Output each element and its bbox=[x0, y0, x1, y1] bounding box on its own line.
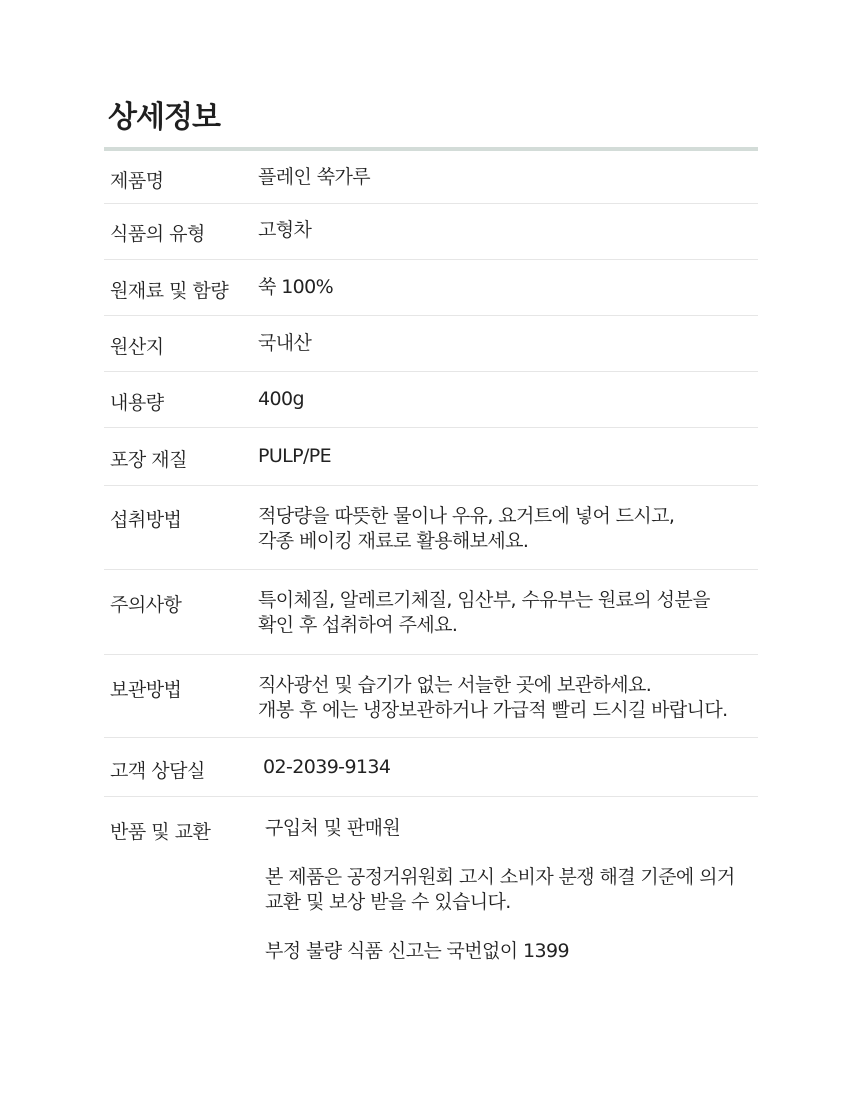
spec-value-line: 쑥 100% bbox=[258, 276, 334, 298]
spec-value-line: 적당량을 따뜻한 물이나 우유, 요거트에 넣어 드시고, bbox=[258, 505, 675, 527]
spec-row-how-to-eat bbox=[104, 486, 758, 570]
spec-label: 고객 상담실 bbox=[110, 760, 205, 782]
spec-value bbox=[258, 504, 674, 554]
spec-label: 포장 재질 bbox=[110, 449, 187, 471]
spec-value bbox=[258, 673, 728, 723]
spec-value-line: 각종 베이킹 재료로 활용해보세요. bbox=[258, 530, 529, 552]
spec-row-net-weight bbox=[104, 372, 758, 428]
spec-label: 원산지 bbox=[110, 336, 164, 358]
spec-row-origin bbox=[104, 316, 758, 372]
spec-value-line: 개봉 후 에는 냉장보관하거나 가급적 빨리 드시길 바랍니다. bbox=[258, 699, 728, 721]
spec-label: 섭취방법 bbox=[110, 509, 182, 531]
spec-value-line: 특이체질, 알레르기체질, 임산부, 수유부는 원료의 성분을 bbox=[258, 589, 710, 611]
spec-value-line: 구입처 및 판매원 bbox=[265, 817, 401, 839]
spec-row-customer-service bbox=[104, 738, 758, 797]
spec-value-line: 고형차 bbox=[258, 219, 312, 241]
spec-value bbox=[258, 387, 304, 412]
spec-value-line: 400g bbox=[258, 388, 304, 410]
spec-value bbox=[258, 165, 370, 190]
spec-value-line: 국내산 bbox=[258, 332, 312, 354]
spec-value-line: 직사광선 및 습기가 없는 서늘한 곳에 보관하세요. bbox=[258, 674, 652, 696]
spec-value bbox=[258, 275, 333, 300]
spec-label: 식품의 유형 bbox=[110, 223, 205, 245]
spec-label: 내용량 bbox=[110, 392, 164, 414]
spec-row-returns bbox=[104, 797, 758, 977]
spec-row-product-name bbox=[104, 151, 758, 204]
spec-value-line: 플레인 쑥가루 bbox=[258, 166, 370, 188]
spec-value bbox=[263, 755, 390, 780]
spec-label: 주의사항 bbox=[110, 594, 182, 616]
spec-row-storage bbox=[104, 655, 758, 738]
spec-value bbox=[258, 588, 710, 638]
spec-value-line: 본 제품은 공정거위원회 고시 소비자 분쟁 해결 기준에 의거 bbox=[265, 866, 735, 888]
spec-value bbox=[258, 218, 311, 243]
spec-label: 반품 및 교환 bbox=[110, 821, 211, 843]
spec-label: 제품명 bbox=[110, 170, 164, 192]
spec-value-line: PULP/PE bbox=[258, 445, 332, 467]
spec-label: 원재료 및 함량 bbox=[110, 280, 229, 302]
spec-value bbox=[258, 444, 331, 469]
spec-value-line: 부정 불량 식품 신고는 국번없이 1399 bbox=[265, 940, 569, 962]
product-spec-table bbox=[104, 151, 758, 977]
spec-value bbox=[258, 331, 311, 356]
spec-row-caution bbox=[104, 570, 758, 655]
spec-row-food-type bbox=[104, 204, 758, 260]
spec-row-ingredients bbox=[104, 260, 758, 316]
page-title: 상세정보 bbox=[108, 100, 220, 135]
spec-label: 보관방법 bbox=[110, 679, 182, 701]
spec-value bbox=[265, 816, 735, 964]
spec-value-line: 확인 후 섭취하여 주세요. bbox=[258, 614, 458, 636]
spec-row-packaging bbox=[104, 428, 758, 486]
spec-value-line: 02-2039-9134 bbox=[263, 756, 391, 778]
spec-value-line: 교환 및 보상 받을 수 있습니다. bbox=[265, 891, 511, 913]
